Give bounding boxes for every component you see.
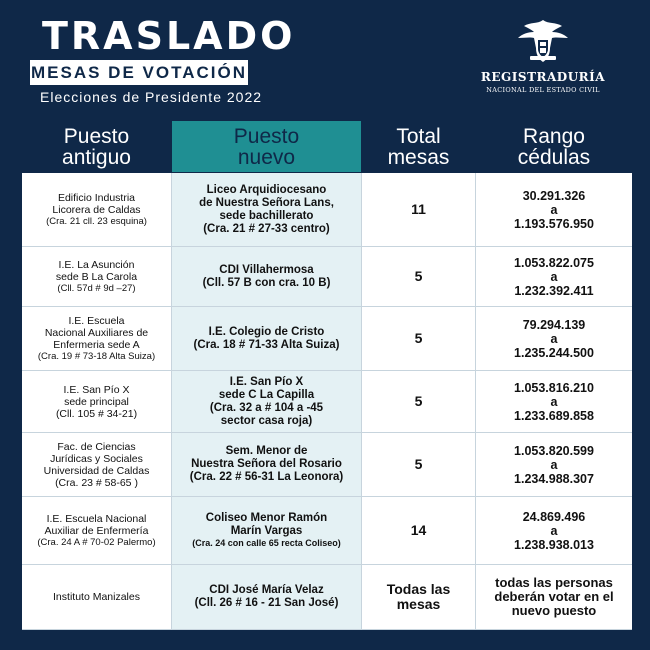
header-puesto-antiguo	[22, 121, 172, 173]
rango-line: 24.869.496	[522, 509, 586, 524]
old-site-cell	[22, 371, 172, 433]
old-site-line: Auxiliar de Enfermería	[44, 524, 149, 537]
rango-cell	[476, 307, 632, 371]
header-puesto-nuevo	[172, 121, 362, 173]
table-row	[22, 497, 632, 565]
header-rango-cedulas	[476, 121, 632, 173]
rango-line: a	[550, 331, 558, 346]
old-site-address: (Cra. 24 A # 70-02 Palermo)	[37, 536, 156, 548]
new-site-cell	[172, 497, 362, 565]
rango-line: a	[550, 457, 558, 472]
table-row	[22, 307, 632, 371]
header-line: nuevo	[237, 145, 296, 169]
new-site-line: Marín Vargas	[230, 525, 303, 537]
old-site-line: Instituto Manizales	[53, 591, 140, 603]
old-site-line: (Cra. 23 # 58-65 )	[55, 476, 138, 489]
rango-line: deberán votar en el	[494, 589, 614, 604]
rango-line: 1.234.988.307	[514, 471, 594, 486]
header-total-mesas	[362, 121, 476, 173]
header	[0, 0, 650, 118]
old-site-line: I.E. San Pío X	[63, 383, 130, 396]
new-site-line: (Cll. 57 B con cra. 10 B)	[202, 276, 331, 289]
rango-line: 1.233.689.858	[514, 408, 594, 423]
new-site-cell	[172, 433, 362, 497]
new-site-line: CDI José María Velaz	[209, 584, 324, 596]
header-line: Rango	[523, 124, 585, 148]
new-site-cell	[172, 247, 362, 307]
new-site-cell	[172, 565, 362, 630]
rango-cell	[476, 433, 632, 497]
org-name: REGISTRADURÍA	[480, 70, 606, 84]
mesas-cell: 11	[362, 173, 476, 247]
new-site-address: (Cra. 24 con calle 65 recta Coliseo)	[192, 538, 341, 548]
old-site-line: Universidad de Caldas	[43, 464, 150, 477]
rango-line: 1.238.938.013	[514, 537, 594, 552]
new-site-line: sede C La Capilla	[218, 388, 315, 401]
header-line: cédulas	[517, 145, 591, 169]
page-title: TRASLADO	[42, 14, 296, 58]
old-site-line: I.E. Escuela	[68, 314, 125, 327]
rango-line: 30.291.326	[522, 188, 586, 203]
table-row	[22, 371, 632, 433]
rango-line: a	[550, 202, 558, 217]
old-site-line: Edificio Industria	[57, 191, 136, 204]
rango-cell	[476, 565, 632, 630]
old-site-cell	[22, 497, 172, 565]
rango-line: a	[550, 523, 558, 538]
new-site-line: (Cra. 22 # 56-31 La Leonora)	[189, 471, 344, 483]
rango-cell	[476, 371, 632, 433]
old-site-line: Nacional Auxiliares de	[44, 326, 149, 339]
table-header-row	[22, 121, 632, 173]
old-site-line: I.E. La Asunción	[58, 258, 135, 271]
new-site-line: (Cra. 18 # 71-33 Alta Suiza)	[193, 338, 340, 351]
header-line: mesas	[387, 145, 450, 169]
new-site-line: Sem. Menor de	[225, 445, 308, 457]
rango-line: 1.053.820.599	[514, 443, 594, 458]
new-site-line: (Cll. 26 # 16 - 21 San José)	[194, 597, 339, 609]
old-site-cell	[22, 173, 172, 247]
mesas-cell: 14	[362, 497, 476, 565]
header-line: antiguo	[62, 145, 131, 169]
rango-line: 1.053.816.210	[514, 380, 594, 395]
header-line: Puesto	[63, 124, 130, 148]
registraduria-logo	[478, 18, 608, 98]
old-site-line: Enfermeria sede A	[53, 338, 140, 351]
rango-line: nuevo puesto	[511, 603, 597, 618]
new-site-line: (Cra. 32 a # 104 a -45	[209, 401, 324, 414]
mesas-cell: 5	[362, 307, 476, 371]
table-row	[22, 173, 632, 247]
table-row	[22, 433, 632, 497]
new-site-line: Coliseo Menor Ramón	[205, 512, 328, 524]
header-line: Puesto	[233, 124, 300, 148]
new-site-cell	[172, 307, 362, 371]
mesas-cell: 5	[362, 247, 476, 307]
new-site-line: I.E. Colegio de Cristo	[208, 325, 325, 338]
old-site-line: Fac. de Ciencias	[57, 440, 136, 453]
rango-line: a	[550, 394, 558, 409]
old-site-line: Jurídicas y Sociales	[50, 452, 143, 465]
old-site-line: sede B La Carola	[55, 270, 138, 283]
rango-line: 1.232.392.411	[514, 283, 594, 298]
old-site-line: sede principal	[64, 395, 129, 408]
mesas-cell: Todas las mesas	[362, 565, 476, 630]
new-site-line: sector casa roja)	[220, 414, 313, 427]
new-site-cell	[172, 371, 362, 433]
old-site-line: Licorera de Caldas	[52, 203, 141, 216]
rango-line: 1.053.822.075	[514, 255, 594, 270]
coat-of-arms-icon	[514, 18, 572, 64]
rango-cell	[476, 497, 632, 565]
rango-line: todas las personas	[495, 575, 613, 590]
old-site-cell	[22, 247, 172, 307]
mesas-cell: 5	[362, 371, 476, 433]
new-site-line: CDI Villahermosa	[219, 263, 314, 276]
org-subname: NACIONAL DEL ESTADO CIVIL	[486, 86, 600, 94]
old-site-address: (Cra. 21 cll. 23 esquina)	[46, 215, 147, 227]
old-site-line: I.E. Escuela Nacional	[46, 512, 147, 525]
new-site-line: I.E. San Pío X	[229, 375, 304, 388]
rango-cell	[476, 173, 632, 247]
table-row	[22, 247, 632, 307]
rango-cell	[476, 247, 632, 307]
new-site-line: sede bachillerato	[219, 209, 314, 222]
old-site-cell	[22, 307, 172, 371]
relocation-table	[22, 121, 632, 630]
old-site-address: (Cra. 19 # 73-18 Alta Suiza)	[37, 350, 156, 362]
old-site-cell	[22, 433, 172, 497]
table-row	[22, 565, 632, 630]
old-site-address: (Cll. 105 # 34-21)	[55, 407, 138, 420]
old-site-cell	[22, 565, 172, 630]
new-site-line: (Cra. 21 # 27-33 centro)	[203, 222, 330, 235]
new-site-line: Nuestra Señora del Rosario	[191, 458, 342, 470]
election-label: Elecciones de Presidente 2022	[40, 89, 263, 105]
new-site-line: de Nuestra Señora Lans,	[199, 196, 334, 209]
mesas-cell: 5	[362, 433, 476, 497]
rango-line: 1.193.576.950	[514, 216, 594, 231]
rango-line: a	[550, 269, 558, 284]
rango-line: 1.235.244.500	[514, 345, 594, 360]
new-site-cell	[172, 173, 362, 247]
page-subtitle: MESAS DE VOTACIÓN	[30, 60, 248, 85]
rango-line: 79.294.139	[522, 317, 586, 332]
old-site-address: (Cll. 57d # 9d –27)	[57, 282, 136, 294]
header-line: Total	[396, 124, 441, 148]
new-site-line: Liceo Arquidiocesano	[206, 183, 327, 196]
